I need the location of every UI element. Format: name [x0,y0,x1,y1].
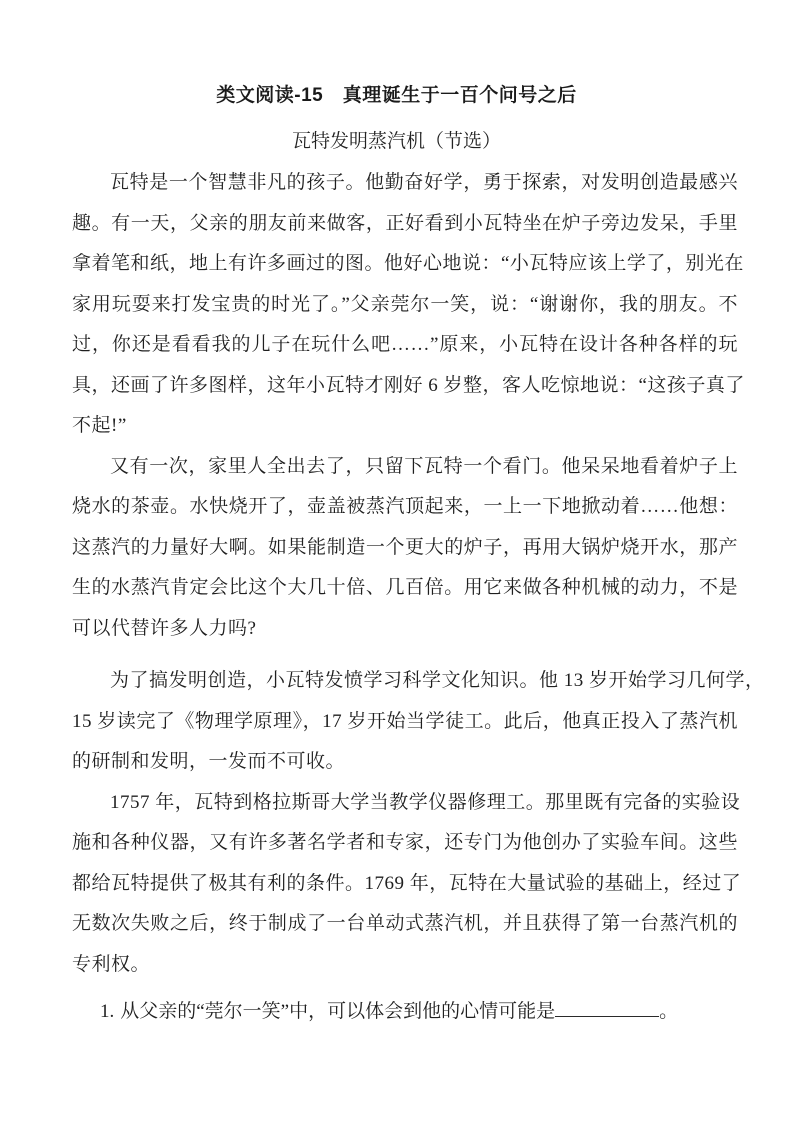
paragraph-line: 具，还画了许多图样，这年小瓦特才刚好 6 岁整，客人吃惊地说：“这孩子真了 [72,374,745,396]
paragraph-line: 又有一次，家里人全出去了，只留下瓦特一个看门。他呆呆地看着炉子上 [110,455,738,477]
article-body [72,163,765,985]
paragraph-line: 1757 年，瓦特到格拉斯哥大学当教学仪器修理工。那里既有完备的实验设 [110,791,741,813]
paragraph-line: 的研制和发明，一发而不可收。 [72,751,346,772]
paragraph-line: 不起!” [72,415,127,436]
paragraph [72,661,765,783]
answer-blank[interactable] [555,1000,659,1017]
paragraph-line: 15 岁读完了《物理学原理》，17 岁开始当学徒工。此后，他真正投入了蒸汽机 [72,710,738,732]
paragraph [72,163,745,447]
paragraph-line: 专利权。 [72,953,151,975]
question-1 [72,992,738,1033]
paragraph-line: 拿着笔和纸，地上有许多画过的图。他好心地说：“小瓦特应该上学了，别光在 [72,253,744,274]
question-text: 从父亲的“莞尔一笑”中，可以体会到他的心情可能是 [120,1001,556,1022]
question-number: 1. [100,1001,115,1022]
document-subtitle: 瓦特发明蒸汽机（节选） [291,131,501,152]
paragraph-line: 生的水蒸汽肯定会比这个大几十倍、几百倍。用它来做各种机械的动力，不是 [72,577,738,598]
paragraph-line: 家用玩耍来打发宝贵的时光了。”父亲莞尔一笑，说：“谢谢你，我的朋友。不 [72,293,738,315]
paragraph [72,783,742,986]
paragraph-line: 施和各种仪器，又有许多著名学者和专家，还专门为他创办了实验车间。这些 [72,832,738,853]
paragraph-line: 烧水的茶壶。水快烧开了，壶盖被蒸汽顶起来，一上一下地掀动着……他想： [72,496,738,517]
question-suffix: 。 [659,1001,679,1022]
paragraph-line: 趣。有一天，父亲的朋友前来做客，正好看到小瓦特坐在炉子旁边发呆，手里 [72,212,738,234]
paragraph-line: 这蒸汽的力量好大啊。如果能制造一个更大的炉子，再用大锅炉烧开水，那产 [72,536,738,558]
paragraph-line: 无数次失败之后，终于制成了一台单动式蒸汽机，并且获得了第一台蒸汽机的 [72,913,738,934]
paragraph-line: 瓦特是一个智慧非凡的孩子。他勤奋好学，勇于探索，对发明创造最感兴 [110,172,738,193]
paragraph [72,447,738,650]
paragraph-line: 可以代替许多人力吗? [72,617,257,639]
paragraph-line: 过，你还是看看我的儿子在玩什么吧……”原来，小瓦特在设计各种各样的玩 [72,334,738,355]
paragraph-line: 都给瓦特提供了极其有利的条件。1769 年，瓦特在大量试验的基础上，经过了 [72,872,742,894]
paragraph-line: 为了搞发明创造，小瓦特发愤学习科学文化知识。他 13 岁开始学习几何学， [110,670,765,691]
document-title: 类文阅读-15 真理诞生于一百个问号之后 [216,85,577,106]
